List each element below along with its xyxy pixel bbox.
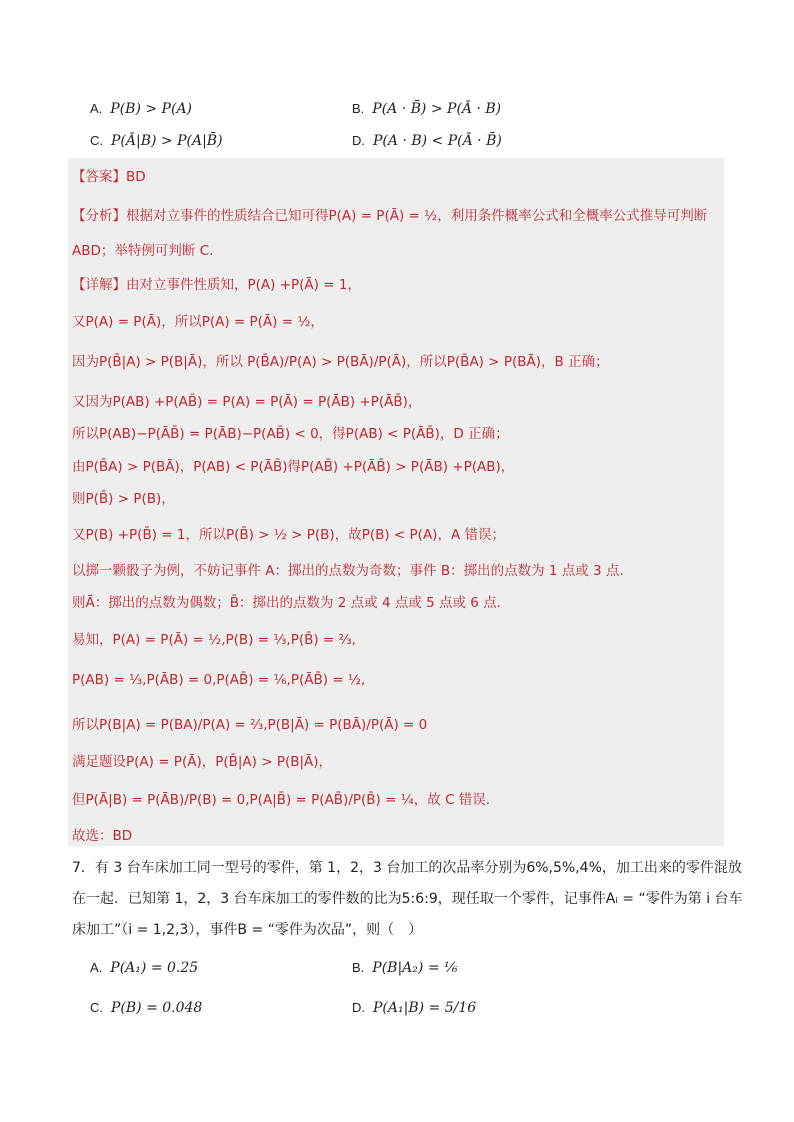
question7-line-2: 在一起．已知第 1，2，3 台车床加工的零件数的比为5:6:9，现任取一个零件，记事件Aᵢ = “零件为第 i 台车	[72, 891, 743, 907]
option-d: D. P(A · B) < P(Ā · B̄)	[352, 133, 502, 149]
detail-line-13: 满足题设P(A) = P(Ā)，P(B̄|A) > P(B|Ā)，	[72, 754, 333, 770]
analysis-text-1: 根据对立事件的性质结合已知可得P(A) = P(Ā) = ½，利用条件概率公式和全概率公式推导可判断	[126, 208, 708, 224]
detail-line-6: 则P(B̄) > P(B)，	[72, 491, 175, 507]
detail-line-4: 所以P(AB)−P(ĀB̄) = P(ĀB)−P(AB̄) < 0，得P(AB) < P(ĀB̄)，D 正确；	[72, 426, 509, 442]
option-c: C. P(Ā|B) > P(A|B̄)	[90, 133, 223, 149]
answer-value: BD	[126, 169, 146, 185]
detail-text-0: 由对立事件性质知，P(A) +P(Ā) = 1，	[126, 277, 361, 293]
detail-line-14: 但P(Ā|B) = P(ĀB)/P(B) = 0,P(A|B̄) = P(AB̄)/P(B̄) = ¼，故 C 错误.	[72, 792, 491, 808]
question7-line-3: 床加工”（i = 1,2,3），事件B = “零件为次品”，则（ ）	[72, 922, 423, 938]
detail-line-0	[72, 273, 361, 293]
q7-option-a: A. P(A₁) = 0.25	[90, 960, 199, 976]
answer-line	[72, 165, 146, 185]
detail-line-11: P(AB) = ⅓,P(ĀB) = 0,P(AB̄) = ⅙,P(ĀB̄) = ½,	[72, 672, 366, 688]
prev-options-row-1	[90, 101, 730, 123]
question7-options-row-2	[90, 1000, 730, 1024]
q7-option-b: B. P(B|A₂) = ⅙	[352, 960, 458, 976]
detail-line-5: 由P(B̄A) > P(BĀ)，P(AB) < P(ĀB̄)得P(AB̄) +P(ĀB̄) > P(ĀB) +P(AB)，	[72, 459, 515, 475]
detail-line-1: 又P(A) = P(Ā)，所以P(A) = P(Ā) = ½，	[72, 314, 324, 330]
question7-line-1: 7．有 3 台车床加工同一型号的零件，第 1，2，3 台加工的次品率分别为6%,5%,4%，加工出来的零件混放	[72, 860, 742, 876]
q7-option-c: C. P(B) = 0.048	[90, 1000, 203, 1016]
question7-options-row-1	[90, 960, 730, 984]
detail-line-15: 故选：BD	[72, 828, 133, 844]
answer-tag: 【答案】	[72, 169, 126, 185]
detail-line-10: 易知，P(A) = P(Ā) = ½,P(B) = ⅓,P(B̄) = ⅔,	[72, 632, 356, 648]
option-a: A. P(B) > P(A)	[90, 101, 193, 117]
detail-line-8: 以掷一颗骰子为例，不妨记事件 A：掷出的点数为奇数；事件 B：掷出的点数为 1 点或 3 点.	[72, 563, 624, 579]
detail-line-7: 又P(B) +P(B̄) = 1，所以P(B̄) > ½ > P(B)，故P(B) < P(A)，A 错误；	[72, 527, 505, 543]
detail-line-9: 则Ā：掷出的点数为偶数；B̄：掷出的点数为 2 点或 4 点或 5 点或 6 点.	[72, 595, 501, 611]
analysis-line-2: ABD；举特例可判断 C.	[72, 243, 214, 259]
detail-line-12: 所以P(B|A) = P(BA)/P(A) = ⅔,P(B|Ā) = P(BĀ)/P(Ā) = 0	[72, 717, 428, 733]
analysis-line-1	[72, 204, 707, 224]
prev-options-row-2	[90, 133, 730, 155]
analysis-tag: 【分析】	[72, 208, 126, 224]
detail-tag: 【详解】	[72, 277, 126, 293]
q7-option-d: D. P(A₁|B) = 5/16	[352, 1000, 477, 1016]
option-b: B. P(A · B̄) > P(Ā · B)	[352, 101, 502, 117]
detail-line-2: 因为P(B̄|A) > P(B|Ā)，所以 P(B̄A)/P(A) > P(BĀ)/P(Ā)，所以P(B̄A) > P(BĀ)，B 正确；	[72, 354, 609, 370]
detail-line-3: 又因为P(AB) +P(AB̄) = P(A) = P(Ā) = P(ĀB) +P(ĀB̄)，	[72, 394, 422, 410]
